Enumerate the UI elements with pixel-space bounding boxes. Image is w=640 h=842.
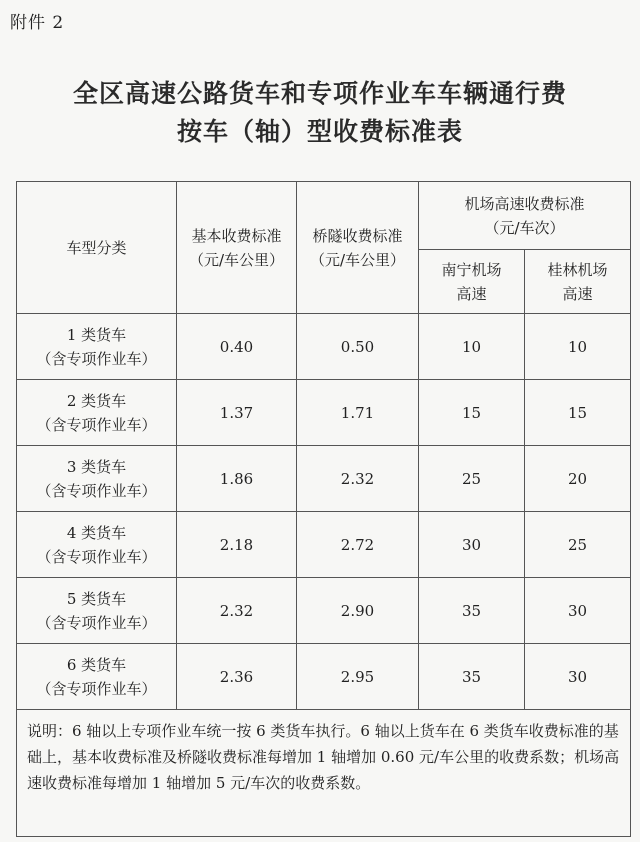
basic-fee-value: 1.37	[177, 380, 297, 446]
vehicle-type-note: （含专项作业车）	[36, 415, 157, 434]
header-bridge-tunnel-fee	[297, 182, 419, 314]
table-row	[17, 446, 631, 512]
header-basic-line1: 基本收费标准	[191, 226, 282, 245]
header-airport-line1: 机场高速收费标准	[464, 194, 585, 213]
vehicle-type: 4 类货车	[66, 523, 127, 542]
guilin-fee-value: 30	[525, 578, 631, 644]
header-bridge-line1: 桥隧收费标准	[312, 226, 403, 245]
fee-standard-table	[16, 181, 631, 837]
header-vehicle-category	[17, 182, 177, 314]
table-row	[17, 380, 631, 446]
vehicle-type: 3 类货车	[66, 457, 127, 476]
header-nanning-airport	[419, 250, 525, 314]
vehicle-type-note: （含专项作业车）	[36, 547, 157, 566]
header-guilin-line2: 高速	[562, 284, 593, 303]
bridge-fee-value: 0.50	[297, 314, 419, 380]
basic-fee-value: 0.40	[177, 314, 297, 380]
vehicle-type-cell	[17, 380, 177, 446]
table-row	[17, 512, 631, 578]
table-row	[17, 578, 631, 644]
table-note: 说明：6 轴以上专项作业车统一按 6 类货车执行。6 轴以上货车在 6 类货车收费标准的基础上，基本收费标准及桥隧收费标准每增加 1 轴增加 0.60 元/车公里的收费系数；机场高速收费标准每增加 1 轴增加 5 元/车次的收费系数。	[17, 710, 631, 837]
bridge-fee-value: 1.71	[297, 380, 419, 446]
nanning-fee-value: 35	[419, 578, 525, 644]
guilin-fee-value: 10	[525, 314, 631, 380]
header-bridge-line2: （元/车公里）	[309, 250, 406, 269]
vehicle-type: 2 类货车	[66, 391, 127, 410]
header-nanning-line1: 南宁机场	[441, 260, 502, 279]
header-airport-line2: （元/车次）	[484, 218, 565, 237]
vehicle-type-note: （含专项作业车）	[36, 349, 157, 368]
bridge-fee-value: 2.95	[297, 644, 419, 710]
guilin-fee-value: 20	[525, 446, 631, 512]
attachment-label: 附件 2	[10, 13, 65, 33]
table-note-row	[17, 710, 631, 837]
header-category-label: 车型分类	[66, 238, 127, 257]
header-nanning-line2: 高速	[456, 284, 487, 303]
vehicle-type: 1 类货车	[66, 325, 127, 344]
vehicle-type-cell	[17, 314, 177, 380]
bridge-fee-value: 2.72	[297, 512, 419, 578]
header-basic-fee	[177, 182, 297, 314]
guilin-fee-value: 15	[525, 380, 631, 446]
vehicle-type-note: （含专项作业车）	[36, 679, 157, 698]
vehicle-type-note: （含专项作业车）	[36, 481, 157, 500]
vehicle-type: 5 类货车	[66, 589, 127, 608]
document-title-line-1: 全区高速公路货车和专项作业车车辆通行费	[72, 79, 567, 108]
guilin-fee-value: 25	[525, 512, 631, 578]
nanning-fee-value: 15	[419, 380, 525, 446]
header-guilin-airport	[525, 250, 631, 314]
nanning-fee-value: 35	[419, 644, 525, 710]
vehicle-type-note: （含专项作业车）	[36, 613, 157, 632]
table-header-row	[17, 182, 631, 250]
guilin-fee-value: 30	[525, 644, 631, 710]
basic-fee-value: 2.36	[177, 644, 297, 710]
document-title-line-2: 按车（轴）型收费标准表	[176, 117, 463, 146]
nanning-fee-value: 30	[419, 512, 525, 578]
vehicle-type-cell	[17, 446, 177, 512]
header-airport-fee	[419, 182, 631, 250]
vehicle-type-cell	[17, 578, 177, 644]
vehicle-type-cell	[17, 512, 177, 578]
table-row	[17, 314, 631, 380]
basic-fee-value: 2.18	[177, 512, 297, 578]
nanning-fee-value: 25	[419, 446, 525, 512]
bridge-fee-value: 2.90	[297, 578, 419, 644]
basic-fee-value: 2.32	[177, 578, 297, 644]
basic-fee-value: 1.86	[177, 446, 297, 512]
nanning-fee-value: 10	[419, 314, 525, 380]
vehicle-type: 6 类货车	[66, 655, 127, 674]
header-guilin-line1: 桂林机场	[547, 260, 608, 279]
header-basic-line2: （元/车公里）	[188, 250, 285, 269]
bridge-fee-value: 2.32	[297, 446, 419, 512]
table-row	[17, 644, 631, 710]
vehicle-type-cell	[17, 644, 177, 710]
